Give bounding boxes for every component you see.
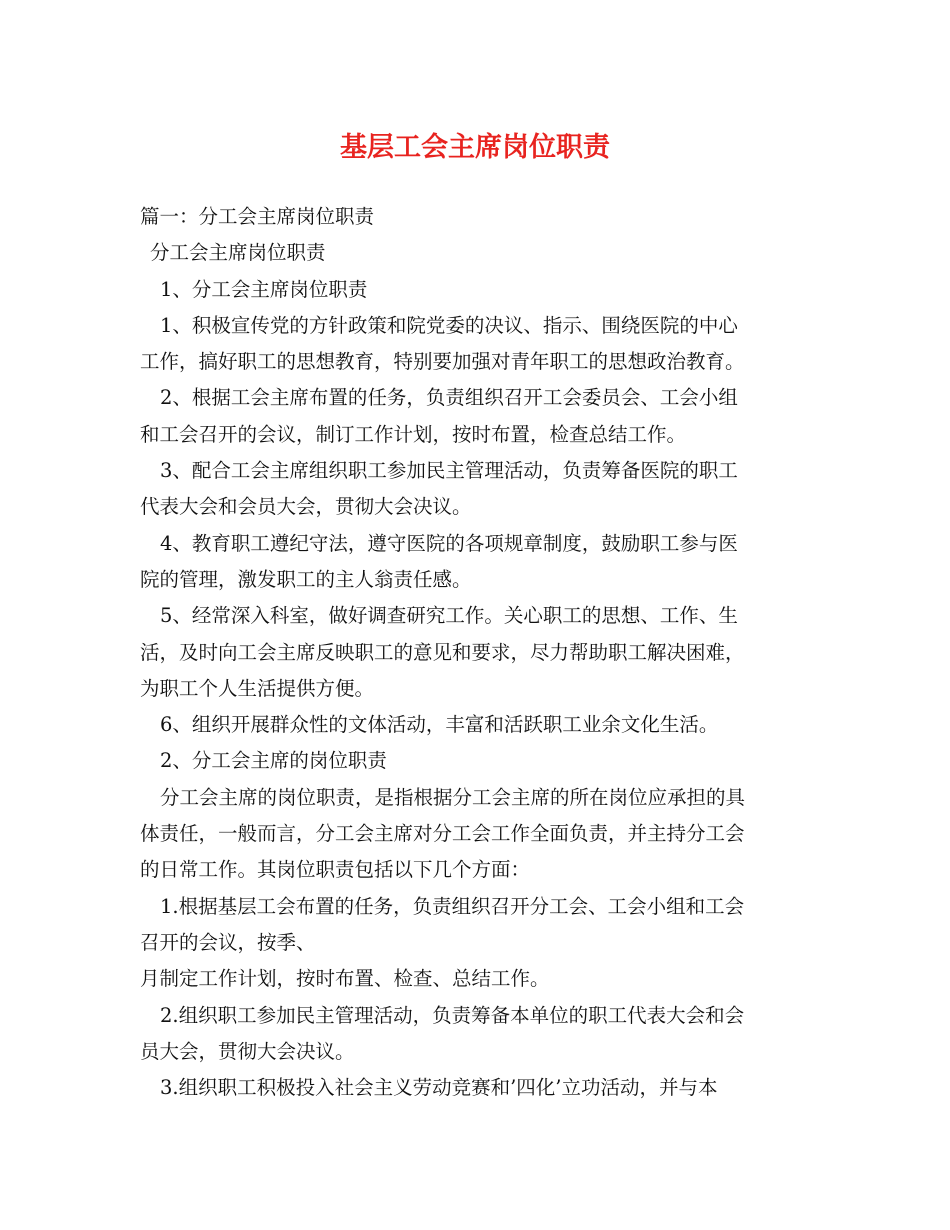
paragraph-line: 代表大会和会员大会，贯彻大会决议。 — [140, 495, 472, 519]
paragraph-line: 为职工个人生活提供方便。 — [140, 676, 375, 700]
paragraph-line: 5、经常深入科室，做好调查研究工作。关心职工的思想、工作、生 — [160, 604, 738, 628]
paragraph-line: 工作，搞好职工的思想教育，特别要加强对青年职工的思想政治教育。 — [140, 350, 745, 374]
subsection-heading: 分工会主席岗位职责 — [150, 241, 326, 265]
document-title: 基层工会主席岗位职责 — [340, 132, 610, 163]
paragraph-line: 1、积极宣传党的方针政策和院党委的决议、指示、围绕医院的中心 — [160, 313, 738, 337]
paragraph-line: 体责任，一般而言，分工会主席对分工会工作全面负责，并主持分工会 — [140, 822, 745, 846]
paragraph-line: 分工会主席的岗位职责，是指根据分工会主席的所在岗位应承担的具 — [160, 785, 746, 809]
paragraph-line: 月制定工作计划，按时布置、检查、总结工作。 — [140, 967, 550, 991]
paragraph-line: 2、根据工会主席布置的任务，负责组织召开工会委员会、工会小组 — [160, 386, 738, 410]
paragraph-line: 活，及时向工会主席反映职工的意见和要求，尽力帮助职工解决困难， — [140, 640, 745, 664]
paragraph-line: 3、配合工会主席组织职工参加民主管理活动，负责筹备医院的职工 — [160, 459, 738, 483]
paragraph-line: 院的管理，激发职工的主人翁责任感。 — [140, 567, 472, 591]
paragraph-line: 4、教育职工遵纪守法，遵守医院的各项规章制度，鼓励职工参与医 — [160, 531, 738, 555]
item-heading: 1、分工会主席岗位职责 — [160, 277, 368, 301]
paragraph-line: 召开的会议，按季、 — [140, 930, 316, 954]
paragraph-line: 1.根据基层工会布置的任务，负责组织召开分工会、工会小组和工会 — [160, 894, 745, 918]
paragraph-line: 和工会召开的会议，制订工作计划，按时布置，检查总结工作。 — [140, 422, 687, 446]
paragraph-line: 员大会，贯彻大会决议。 — [140, 1039, 355, 1063]
document-body — [140, 199, 820, 1106]
section-heading: 篇一：分工会主席岗位职责 — [140, 205, 375, 228]
item-heading: 2、分工会主席的岗位职责 — [160, 749, 387, 773]
paragraph-line: 2.组织职工参加民主管理活动，负责筹备本单位的职工代表大会和会 — [160, 1003, 745, 1027]
paragraph-line: 6、组织开展群众性的文体活动，丰富和活跃职工业余文化生活。 — [160, 713, 719, 737]
paragraph-line: 3.组织职工积极投入社会主义劳动竞赛和’四化’立功活动，并与本 — [160, 1076, 718, 1100]
paragraph-line: 的日常工作。其岗位职责包括以下几个方面： — [140, 858, 531, 882]
